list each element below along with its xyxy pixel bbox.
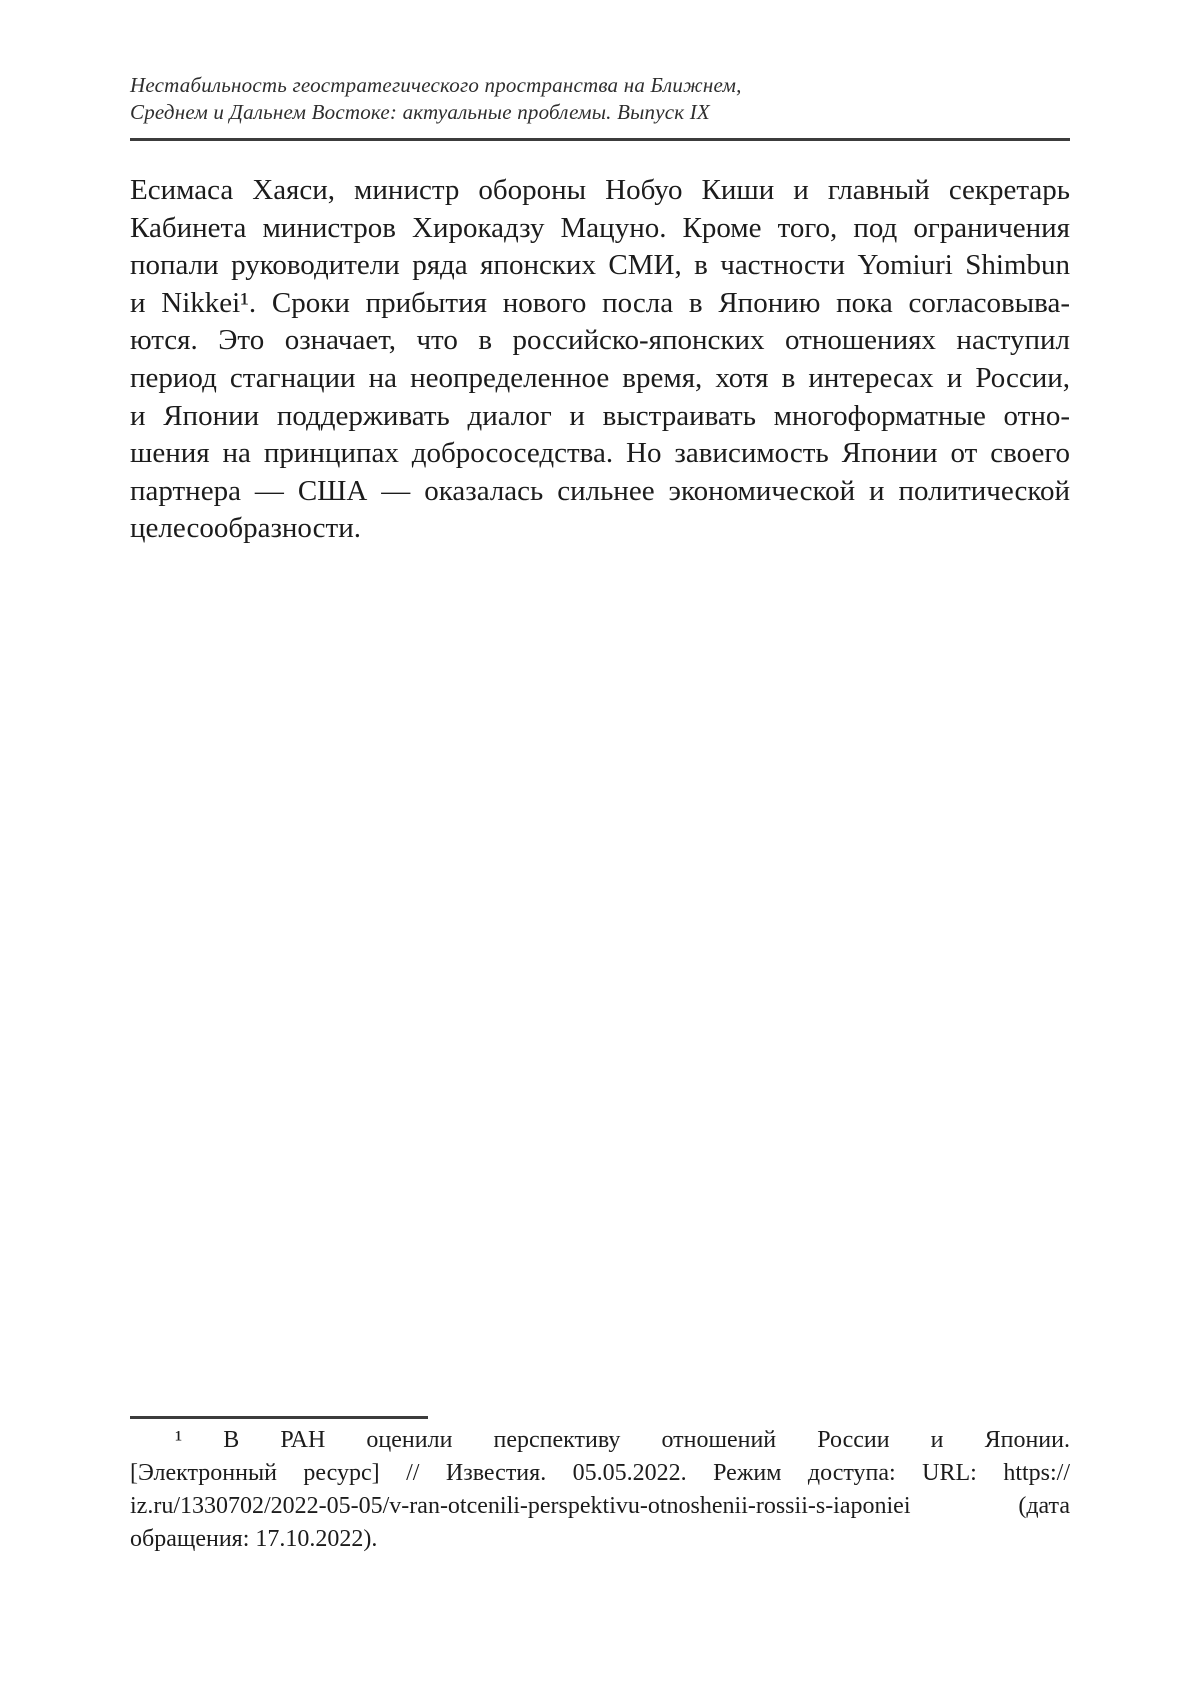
body-text-line: попали руководители ряда японских СМИ, в частности Yomiuri Shimbun (130, 249, 1070, 282)
header-rule (130, 138, 1070, 141)
footnote-separator-rule (130, 1416, 428, 1419)
body-text-line: ются. Это означает, что в российско-японских отношениях наступил (130, 324, 1070, 357)
body-text-line: целесообразности. (130, 512, 361, 545)
footnote-line: обращения: 17.10.2022). (130, 1526, 378, 1552)
body-text-line: и Японии поддерживать диалог и выстраивать многоформатные отно- (130, 399, 1070, 432)
footnote-line: ¹ В РАН оценили перспективу отношений России и Японии. (175, 1427, 1070, 1453)
running-head-line: Нестабильность геостратегического пространства на Ближнем, (130, 73, 742, 97)
footnote-line: iz.ru/1330702/2022-05-05/v-ran-otcenili-perspektivu-otnoshenii-rossii-s-iaponiei (дата (130, 1493, 1070, 1519)
body-text-line: партнера — США — оказалась сильнее экономической и политической (130, 474, 1070, 507)
running-head (130, 72, 1070, 126)
running-head-line: Среднем и Дальнем Востоке: актуальные проблемы. Выпуск IX (130, 100, 710, 124)
body-text-line: и Nikkei¹. Сроки прибытия нового посла в Японию пока согласовыва- (130, 286, 1070, 319)
body-text-line: Есимаса Хаяси, министр обороны Нобуо Киши и главный секретарь (130, 174, 1070, 206)
body-text-line: период стагнации на неопределенное время, хотя в интересах и России, (130, 361, 1070, 394)
footnote (130, 1424, 1070, 1556)
body-text-line: Кабинета министров Хирокадзу Мацуно. Кроме того, под ограничения (130, 211, 1070, 244)
body-paragraph (130, 172, 1070, 548)
body-text-line: шения на принципах добрососедства. Но зависимость Японии от своего (130, 437, 1070, 470)
footnote-line: [Электронный ресурс] // Известия. 05.05.2022. Режим доступа: URL: https:// (130, 1460, 1070, 1486)
